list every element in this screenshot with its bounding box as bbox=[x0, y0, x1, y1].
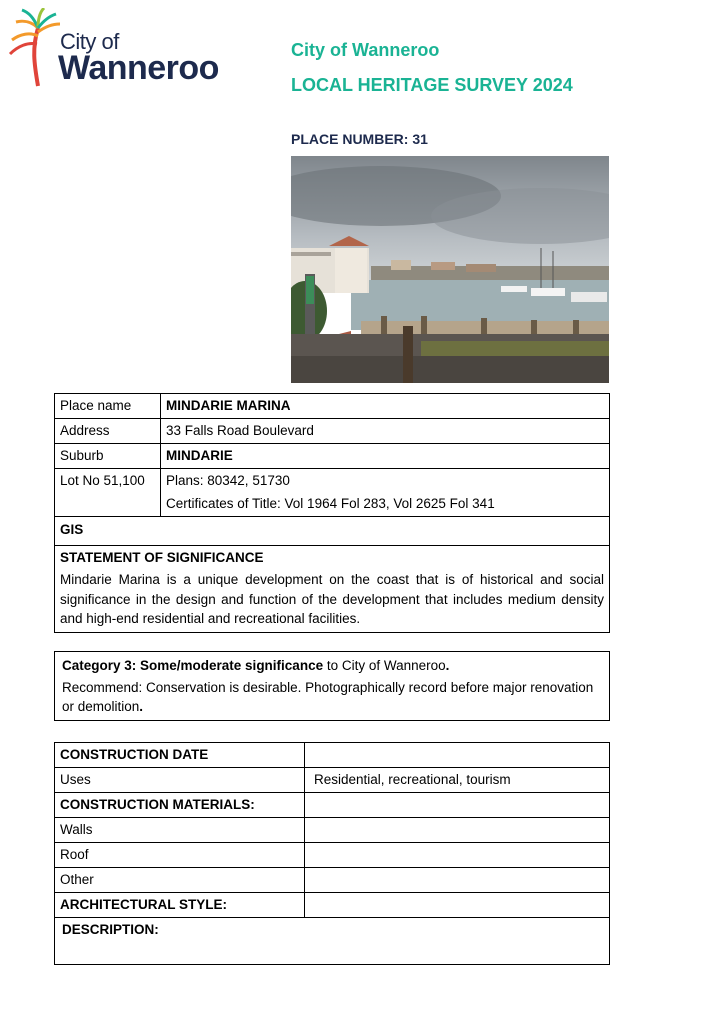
table-row bbox=[55, 743, 610, 768]
table-row bbox=[55, 918, 610, 965]
statement-text: Mindarie Marina is a unique development on the coast that is of historical and social significance in the design and function of the development that includes medium density and high-end residential and recreational facilities. bbox=[60, 572, 604, 626]
table-row bbox=[55, 893, 610, 918]
statement-heading: STATEMENT OF SIGNIFICANCE bbox=[60, 550, 264, 565]
statement-cell bbox=[55, 546, 610, 633]
category-line: Category 3: Some/moderate significance to City of Wanneroo. bbox=[62, 658, 450, 673]
table-row bbox=[55, 768, 610, 793]
suburb-label: Suburb bbox=[55, 444, 161, 469]
construction-date-value bbox=[305, 743, 610, 768]
marina-photo bbox=[291, 156, 609, 383]
logo-text-city-of: City of bbox=[60, 29, 119, 54]
header-subtitle: LOCAL HERITAGE SURVEY 2024 bbox=[291, 75, 573, 95]
plans-cell bbox=[161, 469, 610, 517]
other-label: Other bbox=[55, 868, 305, 893]
city-of-wanneroo-logo bbox=[8, 8, 228, 88]
construction-date-label: CONSTRUCTION DATE bbox=[55, 743, 305, 768]
uses-label: Uses bbox=[55, 768, 305, 793]
table-row bbox=[55, 793, 610, 818]
description-label: DESCRIPTION: bbox=[55, 918, 610, 965]
architectural-style-label: ARCHITECTURAL STYLE: bbox=[55, 893, 305, 918]
header-title: City of Wanneroo bbox=[291, 40, 440, 60]
category-recommend: Recommend: Conservation is desirable. Photographically record before major renovation or demolition. bbox=[62, 680, 594, 714]
uses-value: Residential, recreational, tourism bbox=[305, 768, 610, 793]
suburb-value: MINDARIE bbox=[161, 444, 610, 469]
category-box bbox=[54, 651, 610, 721]
category-heading: Category 3: Some/moderate significance bbox=[62, 658, 324, 673]
address-label: Address bbox=[55, 419, 161, 444]
address-value: 33 Falls Road Boulevard bbox=[161, 419, 610, 444]
place-details-table bbox=[54, 393, 610, 633]
table-row bbox=[55, 868, 610, 893]
roof-value bbox=[305, 843, 610, 868]
table-row bbox=[55, 843, 610, 868]
table-row bbox=[55, 419, 610, 444]
gis-label: GIS bbox=[55, 517, 610, 546]
construction-materials-value bbox=[305, 793, 610, 818]
table-row bbox=[55, 546, 610, 633]
place-name-value: MINDARIE MARINA bbox=[161, 394, 610, 419]
construction-table bbox=[54, 742, 610, 965]
certificates-value: Certificates of Title: Vol 1964 Fol 283, Vol 2625 Fol 341 bbox=[166, 496, 495, 511]
table-row bbox=[55, 818, 610, 843]
table-row bbox=[55, 394, 610, 419]
table-row bbox=[55, 469, 610, 517]
table-row bbox=[55, 444, 610, 469]
place-number: PLACE NUMBER: 31 bbox=[291, 131, 428, 147]
walls-value bbox=[305, 818, 610, 843]
construction-materials-label: CONSTRUCTION MATERIALS: bbox=[55, 793, 305, 818]
category-suffix: to City of Wanneroo bbox=[323, 658, 446, 673]
lot-label: Lot No 51,100 bbox=[55, 469, 161, 517]
place-name-label: Place name bbox=[55, 394, 161, 419]
architectural-style-value bbox=[305, 893, 610, 918]
roof-label: Roof bbox=[55, 843, 305, 868]
table-row bbox=[55, 517, 610, 546]
walls-label: Walls bbox=[55, 818, 305, 843]
logo-text-wanneroo: Wanneroo bbox=[58, 49, 219, 87]
plans-value: Plans: 80342, 51730 bbox=[166, 473, 290, 488]
other-value bbox=[305, 868, 610, 893]
